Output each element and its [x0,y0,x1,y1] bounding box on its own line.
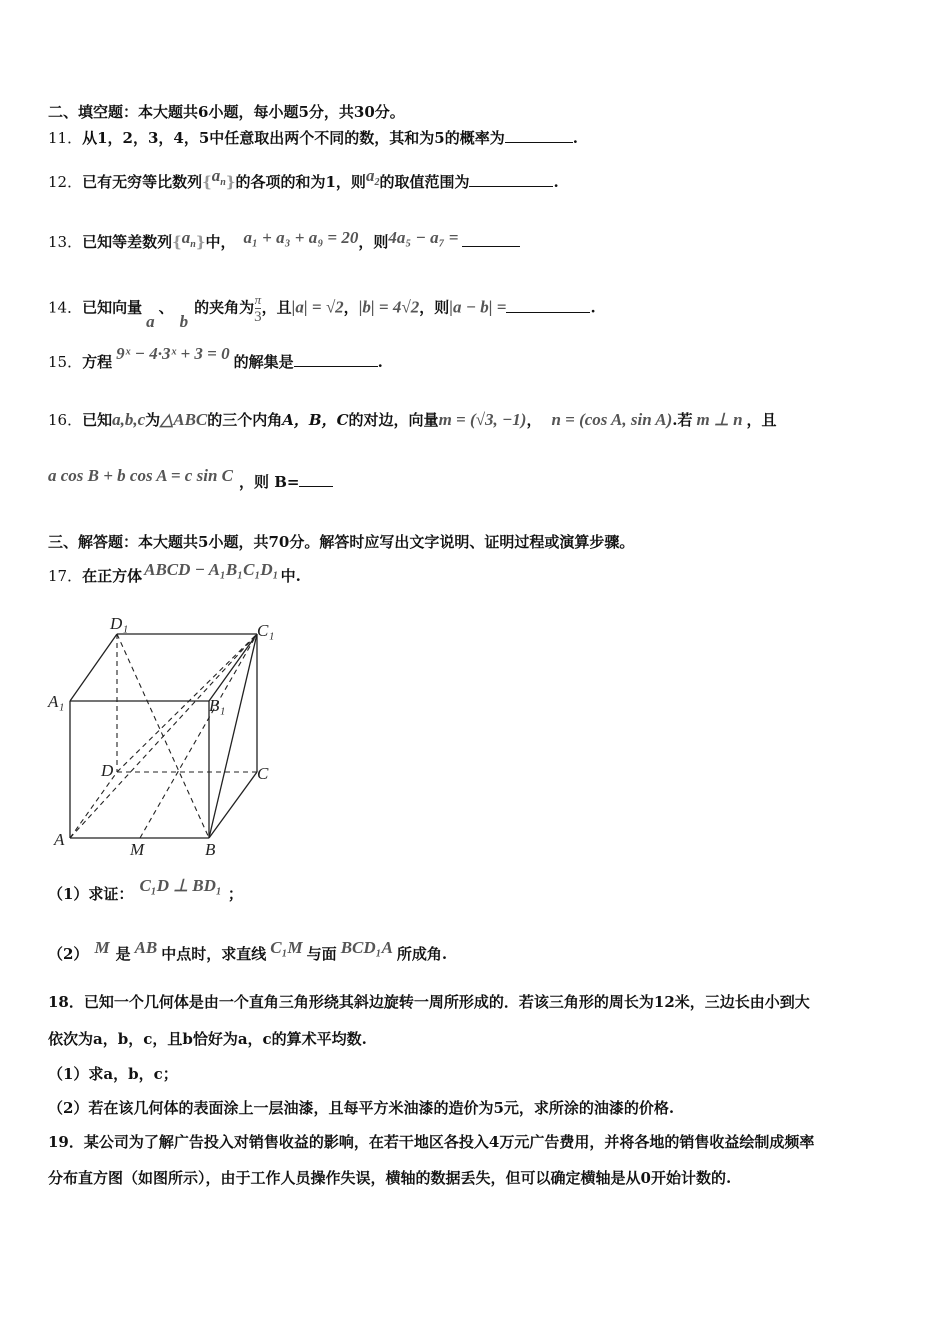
q14-end: . [590,298,596,317]
q17-p2-text-3: 与面 [306,945,337,963]
q16-text-3: 的三个内角 [207,411,283,429]
label-A: A [54,830,65,849]
q17-number: 17． [48,567,83,585]
edge-AD [70,772,117,838]
q12-text-1: 已有无穷等比数列 [82,173,203,191]
q14-angle-den: 3 [254,309,262,325]
q13-seq-sub: n [190,239,196,250]
q16-text-6: .若 [672,411,693,429]
q16-answer-blank [299,472,333,487]
segment-AC1 [70,634,257,838]
q14-vector-b: b [179,311,189,331]
label-D1: D₁ [110,614,129,633]
q14-text-2: 的夹角为 [194,298,255,317]
q14-answer-blank [506,298,590,313]
segment-BC1 [209,634,257,838]
label-B1: B₁ [209,696,226,715]
q16-text-1: 已知 [82,411,113,429]
q12-seq-sub: n [220,177,226,188]
q13-equation: a₁ + a₃ + a₉ = 20 [243,228,359,247]
question-14 [48,292,596,331]
cube-figure [44,612,284,862]
q12-text-3: 的取值范围为 [379,173,470,191]
q12-term: a [365,166,375,185]
q11-text: 从1，2，3，4，5中任意取出两个不同的数，其和为5的概率为 [82,129,505,147]
q17-p2-text-4: 所成角. [396,945,448,963]
q15-end: . [377,353,383,371]
label-B: B [205,840,216,859]
q13-answer-blank [462,232,520,247]
q12-answer-blank [469,172,553,187]
q18-line-2: 依次为a，b，c，且b恰好为a，c的算术平均数. [48,1030,367,1048]
question-15 [48,344,383,372]
q17-p2-plane: BCD₁A [340,938,393,957]
q12-end: . [553,173,559,191]
q15-text-2: 的解集是 [233,353,294,371]
edge-A1D1 [70,634,117,701]
q14-vector-a: a [146,311,155,331]
q14-angle-num: π [254,292,262,307]
q17-cube: ABCD − A₁B₁C₁D₁ [144,560,279,579]
q17-p1-end: ； [227,885,243,903]
q13-seq: a [181,228,191,247]
q13-text-2: 中， [205,233,236,251]
q17-p2-M: M [94,938,110,957]
label-A1: A₁ [48,692,65,711]
edge-B1C1 [209,634,257,701]
q16-text-4: 的对边，向量 [348,411,439,429]
q17-p2-text-1: 是 [115,945,131,963]
q17-p2-text-2: 中点时，求直线 [161,945,267,963]
q13-text-3: ，则 [358,233,389,251]
q12-term-sub: 2 [374,177,380,188]
q13-expression: 4a₅ − a₇ = [388,228,459,247]
q18-line-1: 18．已知一个几何体是由一个直角三角形绕其斜边旋转一周所形成的．若该三角形的周长为12米，三边长由小到大 [48,993,810,1011]
q12-number: 12． [48,173,83,191]
q16-angles: A，B，C [282,411,349,429]
q17-text-2: 中. [280,567,301,585]
question-12: 12．已有无穷等比数列$\{a_n\}$的各项的和为1，则$a_2$的取值范围为 . [48,166,559,191]
q11-answer-blank [505,128,573,143]
q18-part-1: （1）求a，b，c； [48,1065,178,1083]
question-11 [48,128,578,148]
q16-text-7: ，且 [746,411,777,429]
q14-text-1: 已知向量 [82,298,143,317]
q16-vector-n: n = (cos A, sin A) [551,410,673,429]
q14-text-4: ， [343,298,359,317]
q16-equation: a cos B + b cos A = c sin C [48,466,233,485]
q14-text-3: ，且 [261,298,292,317]
q16-vars: a,b,c [112,410,146,429]
q12-text-2: 的各项的和为1，则 [235,173,366,191]
question-17 [48,560,301,586]
q15-text-1: 方程 [82,353,113,371]
q11-number: 11． [48,129,83,147]
q14-text-5: ，则 [419,298,450,317]
segment-MC1 [140,634,257,838]
q16-perpendicular: m ⊥ n [696,410,743,429]
q17-part-2 [48,938,448,964]
q18-part-2: （2）若在该几何体的表面涂上一层油漆，且每平方米油漆的造价为5元，求所涂的油漆的价格. [48,1099,675,1117]
q11-end: . [572,129,578,147]
q16-number: 16． [48,411,83,429]
q13-text-1: 已知等差数列 [82,233,173,251]
q17-p2-label: （2） [48,945,89,963]
q16-triangle: △ABC [160,410,208,429]
section-3-heading: 三、解答题：本大题共5小题，共70分。解答时应写出文字说明、证明过程或演算步骤。 [48,533,635,551]
q14-condition-1: |a| = √2 [291,297,344,317]
q14-condition-2: |b| = 4√2 [358,297,420,317]
q16-vector-m: m = (√3, −1) [438,410,527,429]
q14-ask: |a − b| = [449,297,507,317]
segment-DC1 [117,634,257,772]
question-16-line-2 [48,466,333,492]
q16-text-5: ， [526,411,542,429]
q14-angle-fraction [254,292,262,325]
q16-text-2: 为 [145,411,161,429]
label-D: D [101,761,114,780]
question-16 [48,410,777,430]
q17-p1-label: （1）求证： [48,885,134,903]
q17-p1-expression: C₁D ⊥ BD₁ [139,876,222,895]
q19-line-2: 分布直方图（如图所示），由于工作人员操作失误，横轴的数据丢失，但可以确定横轴是从0开始计数的. [48,1169,732,1187]
label-C: C [257,764,269,783]
q17-text-1: 在正方体 [82,567,143,585]
q15-equation: 9ˣ − 4·3ˣ + 3 = 0 [116,344,230,363]
q15-number: 15． [48,353,83,371]
question-13: 13．已知等差数列$\{a_n\}$中， a₁ + a₃ + a₉ = 20，则4a₅ − a₇ = [48,232,520,259]
q16-text-8: ，则 B= [238,473,300,491]
q14-sep: 、 [158,298,174,317]
q14-number: 14． [48,298,83,317]
q19-line-1: 19．某公司为了解广告投入对销售收益的影响，在若干地区各投入4万元广告费用，并将各地的销售收益绘制成频率 [48,1133,815,1151]
label-C1: C₁ [257,621,275,640]
q17-part-1 [48,876,243,904]
label-M: M [130,840,145,859]
section-2-heading: 二、填空题：本大题共6小题，每小题5分，共30分。 [48,103,405,121]
q13-number: 13． [48,233,83,251]
q17-p2-AB: AB [134,938,158,957]
q17-p2-line: C₁M [270,938,303,957]
q12-seq: a [211,166,221,185]
q15-answer-blank [294,352,378,367]
